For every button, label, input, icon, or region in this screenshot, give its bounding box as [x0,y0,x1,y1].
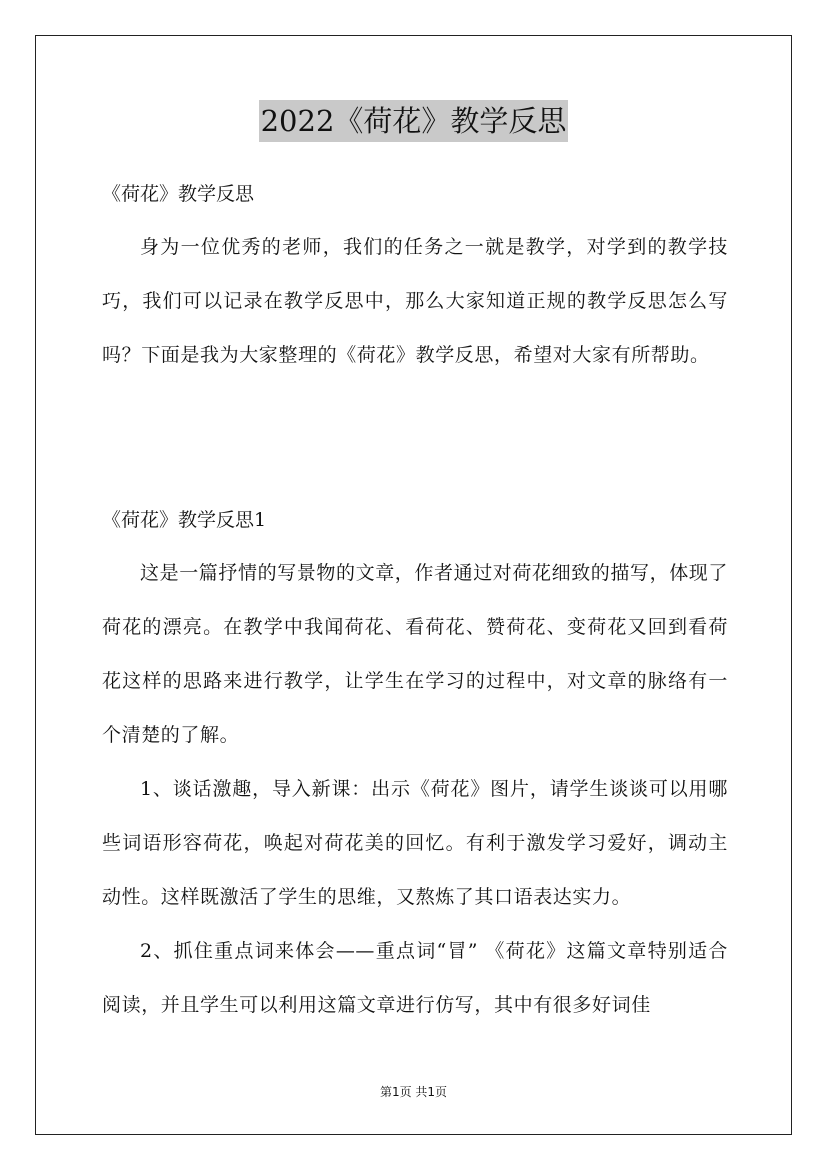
page-footer: 第1页 共1页 [379,1085,448,1099]
document-title: 2022《荷花》教学反思 [259,100,569,142]
document-subtitle: 《荷花》教学反思 [102,183,255,205]
section-1-paragraph-1: 这是一篇抒情的写景物的文章，作者通过对荷花细致的描写，体现了荷花的漂亮。在教学中我闻荷花、看荷花、赞荷花、变荷花又回到看荷花这样的思路来进行教学，让学生在学习的过程中，对文章的脉络有一个清楚的了解。 [102,562,729,746]
section-1-paragraph-2: 1、谈话激趣，导入新课：出示《荷花》图片，请学生谈谈可以用哪些词语形容荷花，唤起对荷花美的回忆。有利于激发学习爱好，调动主动性。这样既激活了学生的思维，又熬炼了其口语表达实力。 [102,778,728,908]
section-1-paragraph-3: 2、抓住重点词来体会——重点词“冒” 《荷花》这篇文章特别适合阅读，并且学生可以利用这篇文章进行仿写，其中有很多好词佳 [102,940,728,1016]
intro-paragraph: 身为一位优秀的老师，我们的任务之一就是教学，对学到的教学技巧，我们可以记录在教学反思中，那么大家知道正规的教学反思怎么写吗？下面是我为大家整理的《荷花》教学反思，希望对大家有所帮助。 [102,236,728,366]
section-1-heading: 《荷花》教学反思1 [102,509,267,531]
title-container [0,100,827,142]
